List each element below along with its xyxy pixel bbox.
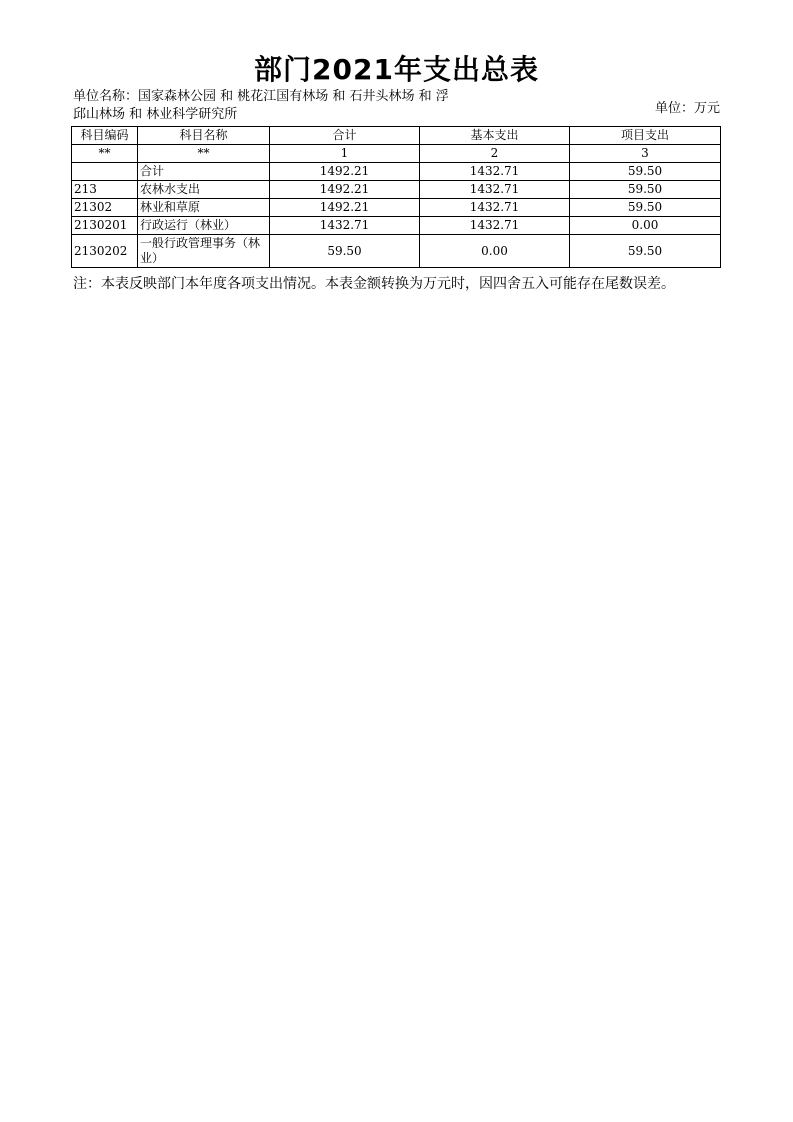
- basic-cell: 1432.71: [420, 217, 570, 235]
- project-cell: 59.50: [570, 181, 721, 199]
- total-cell: 1432.71: [270, 217, 420, 235]
- basic-cell: 1432.71: [420, 163, 570, 181]
- project-cell: 59.50: [570, 199, 721, 217]
- subject-name-cell: 一般行政管理事务（林业）: [138, 235, 270, 268]
- table-row: [72, 163, 721, 181]
- basic-cell: 1432.71: [420, 181, 570, 199]
- subject-name-cell: 农林水支出: [138, 181, 270, 199]
- header-basic-expenditure: 基本支出: [420, 127, 570, 145]
- page-title: 部门2021年支出总表: [254, 53, 539, 86]
- index-cell: 2: [420, 145, 570, 163]
- subject-name-cell: 合计: [138, 163, 270, 181]
- table-row: [72, 181, 721, 199]
- project-cell: 59.50: [570, 163, 721, 181]
- subject-code-cell: 2130201: [72, 217, 138, 235]
- subject-code-cell: [72, 163, 138, 181]
- table-row: [72, 235, 721, 268]
- total-cell: 59.50: [270, 235, 420, 268]
- subject-name-cell: 林业和草原: [138, 199, 270, 217]
- basic-cell: 0.00: [420, 235, 570, 268]
- subject-code-cell: 213: [72, 181, 138, 199]
- index-cell: **: [72, 145, 138, 163]
- header-total: 合计: [270, 127, 420, 145]
- total-cell: 1492.21: [270, 181, 420, 199]
- subject-name-cell: 行政运行（林业）: [138, 217, 270, 235]
- table-index-row: [72, 145, 721, 163]
- expenditure-table: [71, 126, 721, 268]
- header-project-expenditure: 项目支出: [570, 127, 721, 145]
- table-row: [72, 199, 721, 217]
- project-cell: 0.00: [570, 217, 721, 235]
- table-header-row: [72, 127, 721, 145]
- index-cell: 1: [270, 145, 420, 163]
- footnote: 注：本表反映部门本年度各项支出情况。本表金额转换为万元时，因四舍五入可能存在尾数误差。: [73, 276, 675, 292]
- subject-code-cell: 21302: [72, 199, 138, 217]
- table-row: [72, 217, 721, 235]
- subject-code-cell: 2130202: [72, 235, 138, 268]
- total-cell: 1492.21: [270, 163, 420, 181]
- currency-unit-label: 单位：万元: [655, 101, 721, 116]
- unit-name-label: 单位名称：国家森林公园 和 桃花江国有林场 和 石井头林场 和 浮邱山林场 和 林业科学研究所: [73, 89, 449, 122]
- index-cell: 3: [570, 145, 721, 163]
- project-cell: 59.50: [570, 235, 721, 268]
- header-subject-code: 科目编码: [72, 127, 138, 145]
- basic-cell: 1432.71: [420, 199, 570, 217]
- total-cell: 1492.21: [270, 199, 420, 217]
- header-subject-name: 科目名称: [138, 127, 270, 145]
- index-cell: **: [138, 145, 270, 163]
